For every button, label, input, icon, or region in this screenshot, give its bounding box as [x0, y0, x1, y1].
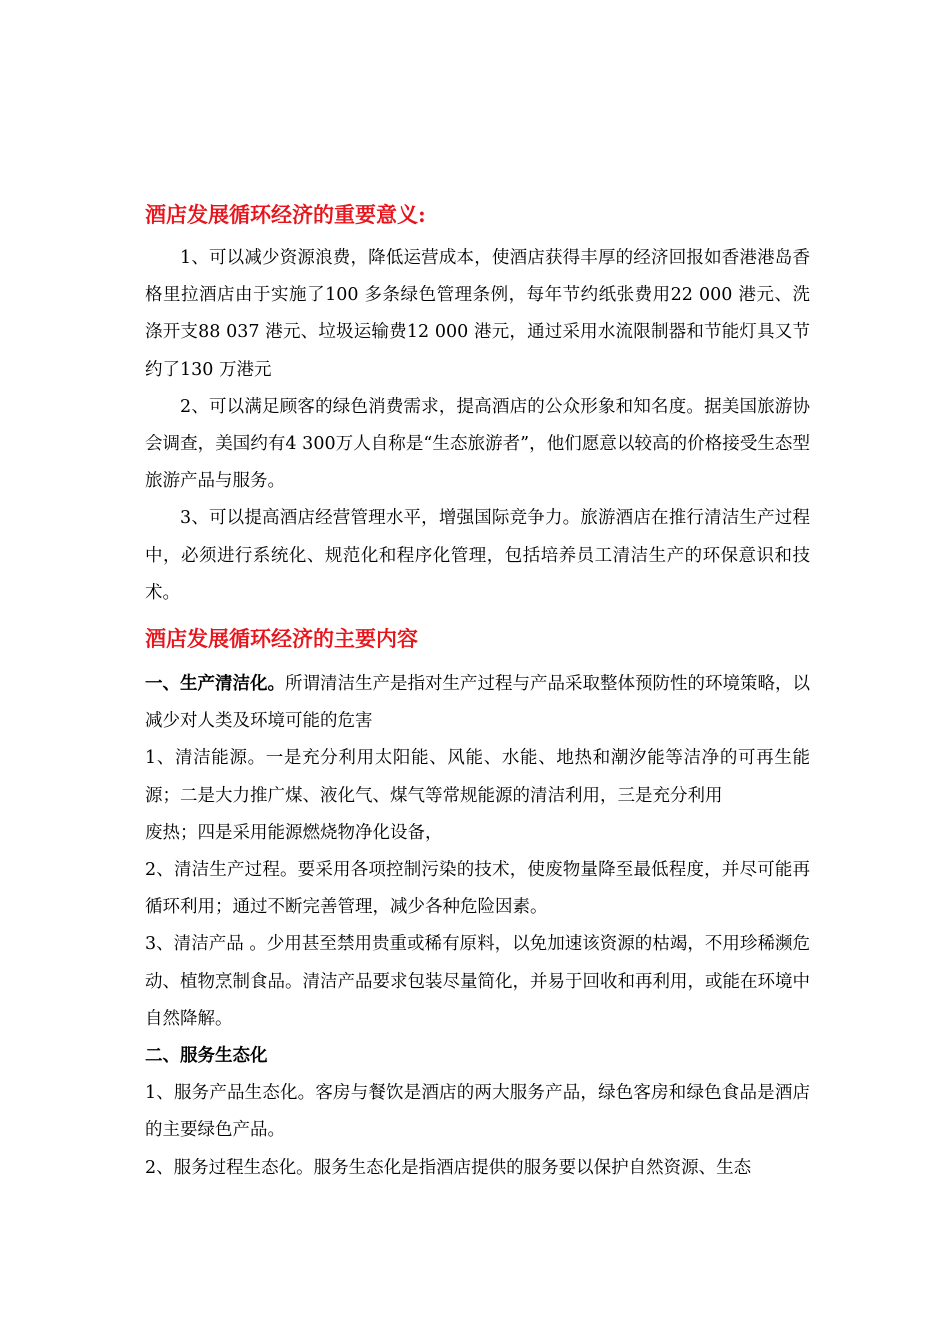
document-body — [145, 200, 810, 1187]
section-heading-main-content: 酒店发展循环经济的主要内容 — [145, 626, 418, 652]
paragraph-significance-3: 3、可以提高酒店经营管理水平，增强国际竞争力。旅游酒店在推行清洁生产过程中，必须进行系统化、规范化和程序化管理，包括培养员工清洁生产的环保意识和技术。 — [145, 508, 810, 603]
paragraph-clean-energy: 1、清洁能源。一是充分利用太阳能、风能、水能、地热和潮汐能等洁净的可再生能源；二是大力推广煤、液化气、煤气等常规能源的清洁利用，三是充分利用 — [145, 748, 810, 806]
paragraph-service-product: 1、服务产品生态化。客房与餐饮是酒店的两大服务产品，绿色客房和绿色食品是酒店的主要绿色产品。 — [145, 1083, 810, 1141]
paragraph-clean-product: 3、清洁产品 。少用甚至禁用贵重或稀有原料，以免加速该资源的枯竭，不用珍稀濒危动、植物烹制食品。清洁产品要求包装尽量简化，并易于回收和再利用，或能在环境中自然降解。 — [145, 934, 810, 1029]
paragraph-significance-1: 1、可以减少资源浪费，降低运营成本，使酒店获得丰厚的经济回报如香港港岛香格里拉酒店由于实施了100 多条绿色管理条例，每年节约纸张费用22 000 港元、洗涤开支88 037 港元、垃圾运输费12 000 港元，通过采用水流限制器和节能灯具又节约了130 万港元 — [145, 248, 810, 380]
section-heading-significance: 酒店发展循环经济的重要意义: — [145, 202, 426, 227]
paragraph-clean-production — [145, 666, 810, 740]
service-ecology-label: 二、服务生态化 — [145, 1046, 268, 1067]
paragraph-service-process: 2、服务过程生态化。服务生态化是指酒店提供的服务要以保护自然资源、生态 — [145, 1157, 752, 1178]
paragraph-significance-2: 2、可以满足顾客的绿色消费需求，提高酒店的公众形象和知名度。据美国旅游协会调查，美国约有4 300万人自称是“生态旅游者”，他们愿意以较高的价格接受生态型旅游产品与服务。 — [145, 396, 810, 492]
clean-production-intro: 所谓清洁生产是指对生产过程与产品采取整体预防性的环境策略，以减少对人类及环境可能的危害 — [145, 674, 810, 732]
paragraph-clean-process: 2、清洁生产过程。要采用各项控制污染的技术，使废物量降至最低程度，并尽可能再循环利用；通过不断完善管理，减少各种危险因素。 — [145, 860, 810, 918]
paragraph-clean-energy-continued: 废热；四是采用能源燃烧物净化设备， — [145, 822, 443, 843]
clean-production-label: 一、生产清洁化。 — [145, 674, 285, 695]
